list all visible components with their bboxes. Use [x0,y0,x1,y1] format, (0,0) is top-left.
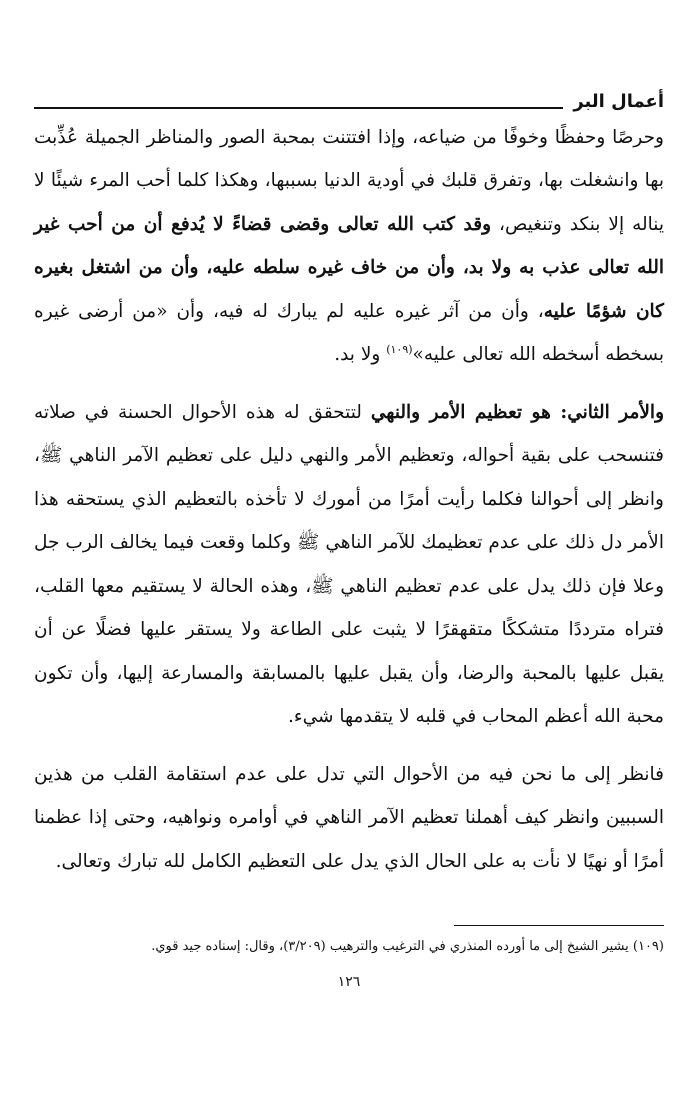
book-page [34,92,664,1050]
running-header [34,92,664,112]
text-segment: وحرصًا وحفظًا وخوفًا من ضياعه، وإذا افتتنت بمحبة الصور والمناظر الجميلة عُذِّبت بها وانشغلت بها، وتفرق قلبك في أودية الدنيا بسببها، وهكذا كلما أحب المرء شيئًا لا يناله إلا بنكد وتنغيص، [34,126,664,235]
paragraph [34,391,664,739]
footnote-divider [454,925,664,926]
bold-text-segment: وقد كتب الله تعالى وقضى قضاءً لا يُدفع أن من أحب غير الله تعالى عذب به ولا بد، وأن من خاف غيره سلطه عليه، وأن من اشتغل بغيره كان شؤمًا عليه [34,213,664,322]
header-rule [34,107,563,109]
body-text [34,116,664,884]
text-segment: ولا بد. [334,344,387,366]
footnote-area [34,925,664,958]
footnote-109: (١٠٩) يشير الشيخ إلى ما أورده المنذري في الترغيب والترهيب (٣/٢٠٩)، وقال: إسناده جيد قوي. [151,939,664,955]
footnote-marker: (١٠٩) [386,343,413,357]
bold-text-segment: والأمر الثاني: هو تعظيم الأمر والنهي [370,401,664,423]
paragraph [34,116,664,377]
text-segment: ، وأن من آثر غيره عليه لم يبارك له فيه، وأن «من أرضى غيره بسخطه أسخطه الله تعالى عليه» [34,300,664,366]
running-header-title: أعمال البر [573,91,664,112]
page-number: ١٢٦ [337,974,361,990]
text-segment: لتتحقق له هذه الأحوال الحسنة في صلاته فتنسحب على بقية أحواله، وتعظيم الأمر والنهي دليل على تعظيم الآمر الناهي ﷺ، وانظر إلى أحوالنا فكلما رأيت أمرًا من أمورك لا تأخذه بالتعظيم الذي يستحقه هذا الأمر دل ذلك على عدم تعظيمك للآمر الناهي ﷺ وكلما وقعت فيما يخالف الرب جل وعلا فإن ذلك يدل على عدم تعظيم الناهي ﷺ، وهذه الحالة لا يستقيم معها القلب، فتراه مترددًا متشككًا متقهقرًا لا يثبت على الطاعة ولا يستقر عليها فضلًا عن أن يقبل عليها بالمحبة والرضا، وأن يقبل عليها بالمسابقة والمسارعة إليها، وأن تكون محبة الله أعظم المحاب في قلبه لا يتقدمها شيء. [34,401,664,728]
text-segment: فانظر إلى ما نحن فيه من الأحوال التي تدل على عدم استقامة القلب من هذين السببين وانظر كيف أهملنا تعظيم الآمر الناهي في أوامره ونواهيه، وحتى إذا عظمنا أمرًا أو نهيًا لا نأت به على الحال الذي يدل على التعظيم الكامل لله تبارك وتعالى. [34,763,664,872]
paragraph [34,753,664,884]
